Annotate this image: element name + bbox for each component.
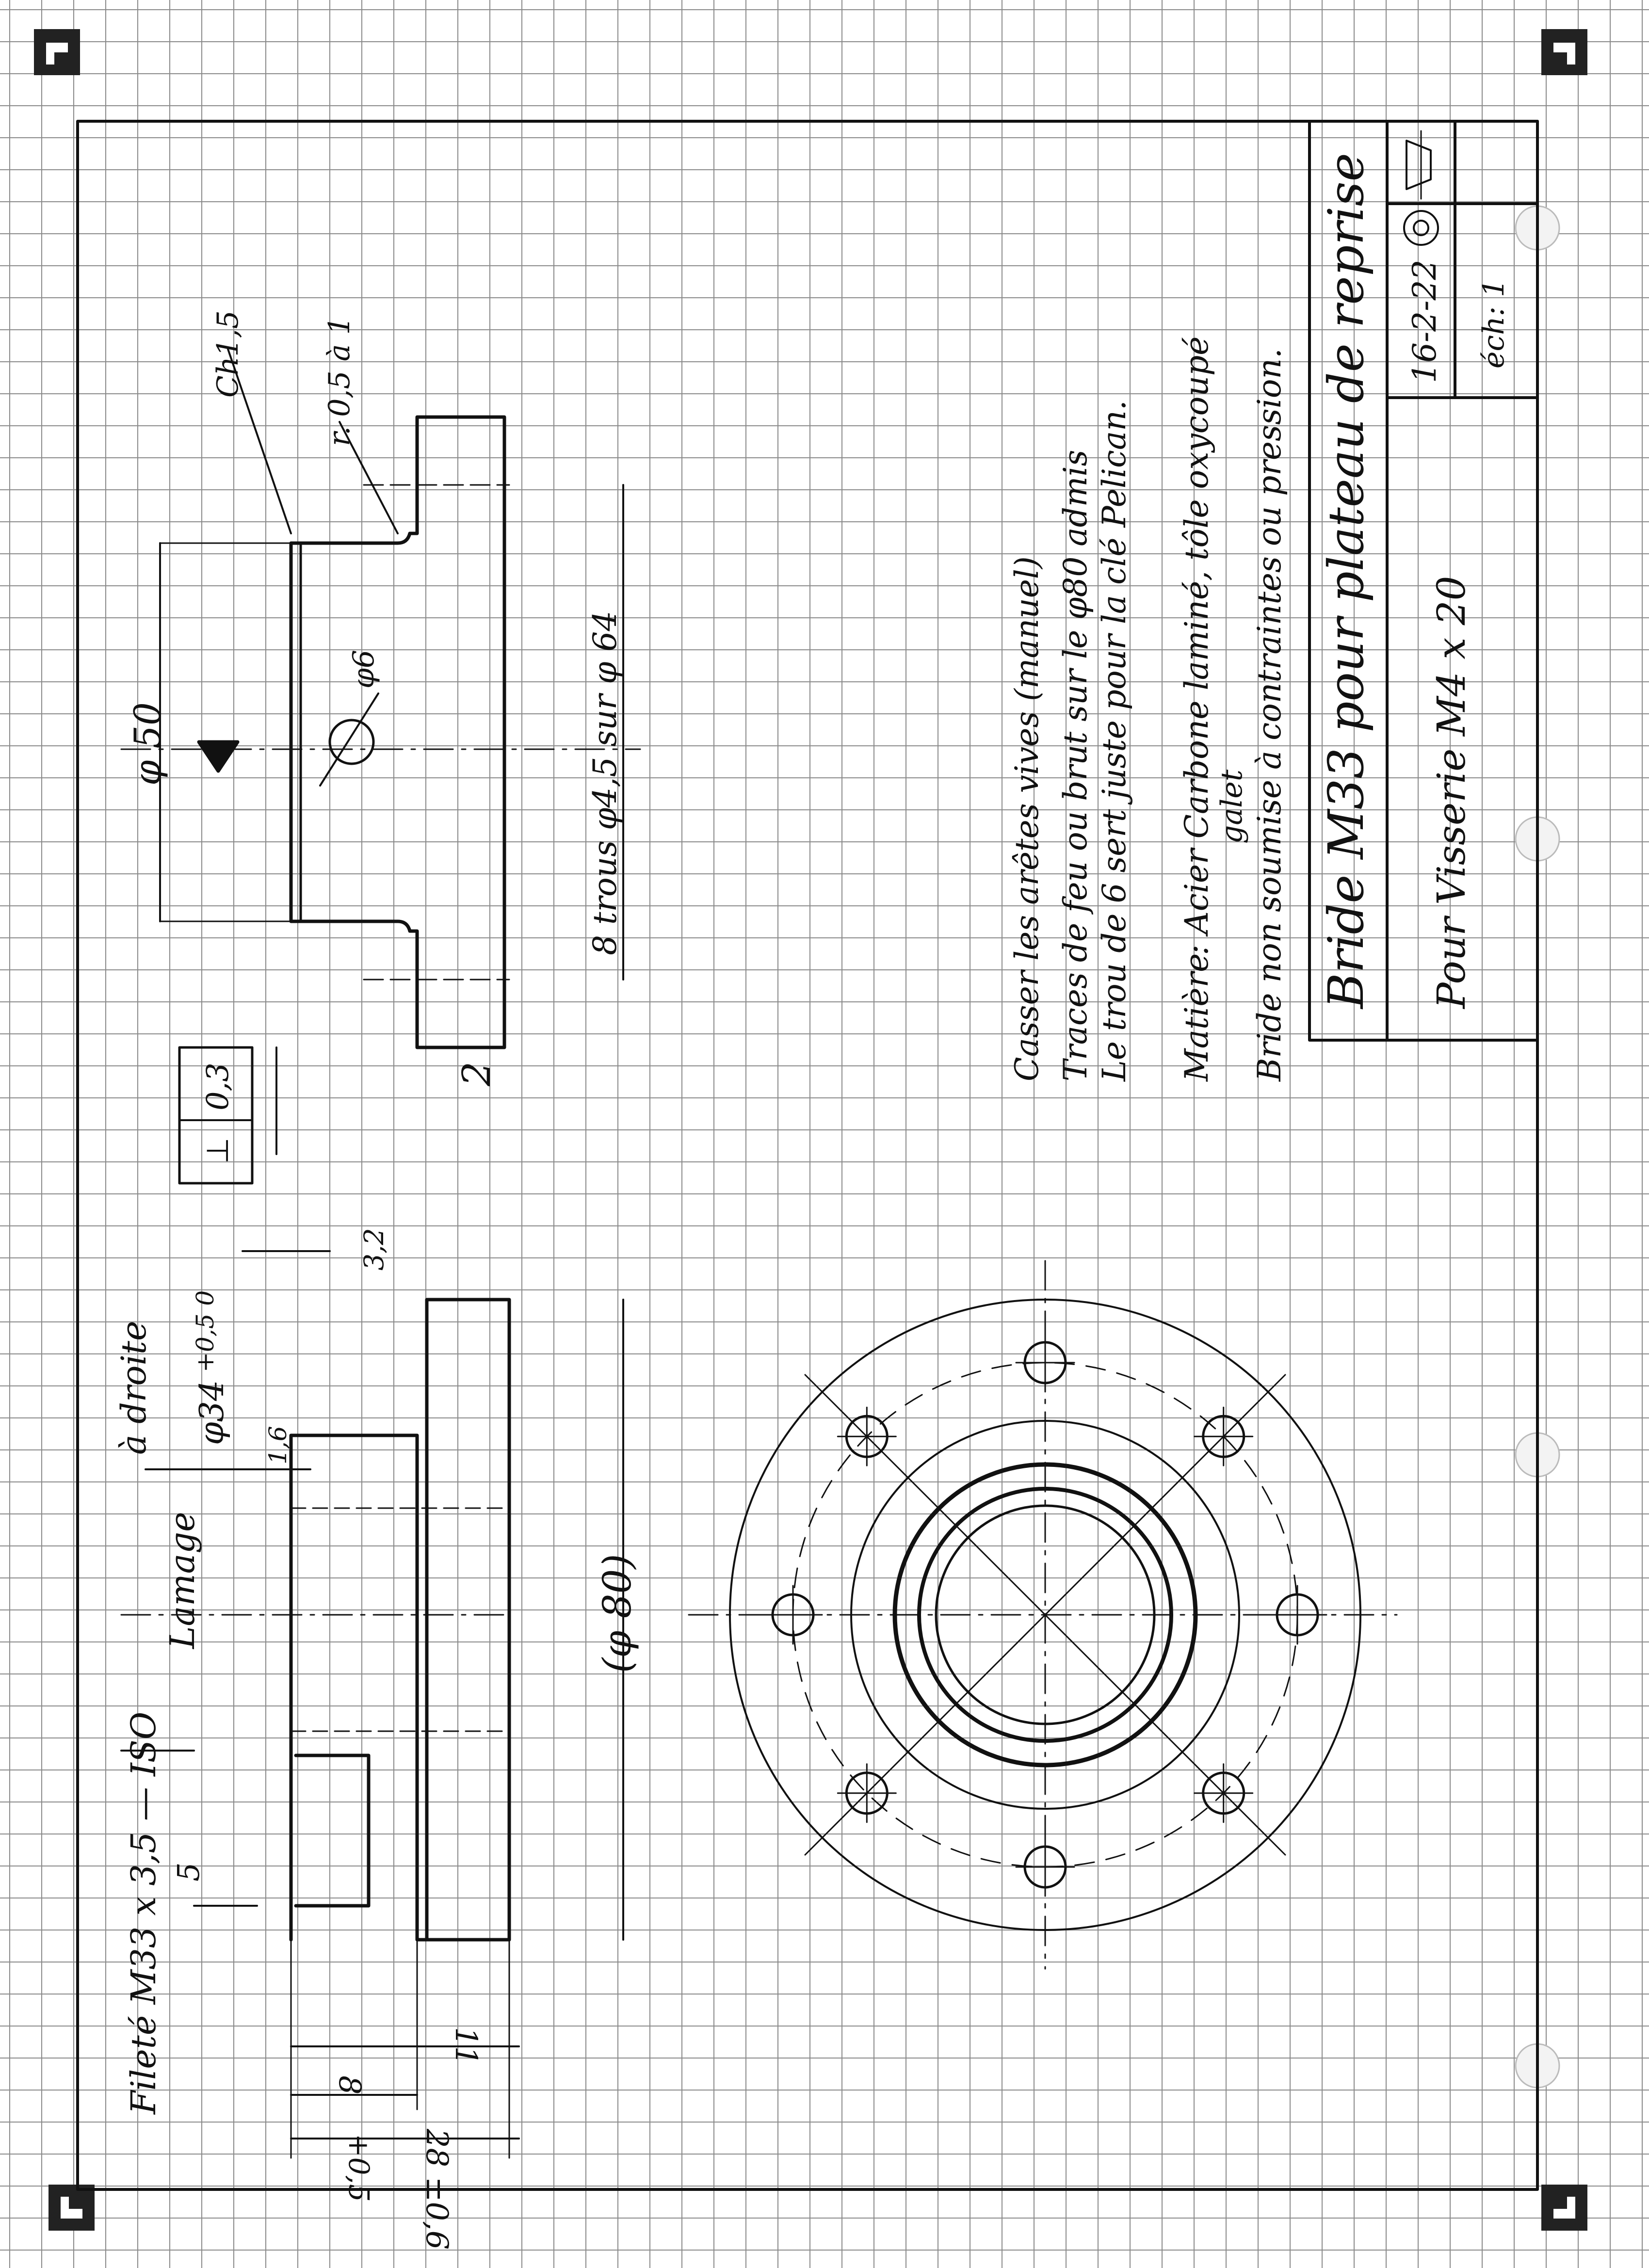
material-value: : Acier Carbone laminé, tôle oxycoupé <box>1178 336 1215 955</box>
roughness-16-label: 1,6 <box>264 1426 292 1464</box>
counterbore-tolerance-label: +0,5 0 <box>191 1290 219 1372</box>
dim-8-label: 8 <box>332 2075 368 2095</box>
corner-mark-bottom-left <box>48 2185 95 2231</box>
thickness-label: 2 <box>454 1062 499 1086</box>
holes-pattern-label: 8 trous φ4,5 sur φ 64 <box>586 611 624 955</box>
thread-label: Fileté M33 x 3,5 — ISO <box>124 1711 163 2114</box>
material-label: Matière <box>1178 953 1215 1081</box>
counterbore-label: Lamage <box>162 1512 202 1649</box>
drawing-title: Bride M33 pour plateau de reprise <box>1318 153 1374 1009</box>
drawing-scale: éch: 1 <box>1477 278 1511 369</box>
radius-label: r. 0,5 à 1 <box>323 316 356 446</box>
material-galet: galet <box>1215 770 1249 844</box>
note-line-1: Casser les arêtes vives (manuel) <box>1008 556 1046 1081</box>
thread-direction-label: à droite <box>114 1320 154 1455</box>
drawing-subtitle: Pour Visserie M4 x 20 <box>1429 576 1474 1009</box>
dim-11-label: 11 <box>449 2027 484 2065</box>
drawing-date: 16-2-22 <box>1406 259 1443 383</box>
counterbore-diameter-label: φ34 <box>193 1380 231 1445</box>
corner-mark-top-left <box>34 29 80 75</box>
perpendicularity-value: 0,3 <box>200 1062 235 1110</box>
dim-28-label: 28 ±0,6 <box>420 2129 455 2250</box>
note-line-2: Traces de feu ou brut sur le φ80 admis <box>1057 450 1094 1081</box>
diameter-80-label: (φ 80) <box>595 1554 640 1673</box>
note-line-5: Bride non soumise à contraintes ou pression. <box>1251 348 1288 1081</box>
dim-5-label: 5 <box>171 1862 206 1882</box>
hole-6-label: φ6 <box>347 649 381 689</box>
corner-mark-top-right <box>1541 29 1587 75</box>
roughness-32-label: 3,2 <box>358 1228 389 1271</box>
chamfer-label: Ch1,5 <box>211 310 245 398</box>
perpendicularity-icon: ⊥ <box>200 1137 235 1164</box>
diameter-50-label: φ 50 <box>126 702 169 786</box>
note-line-3: Le trou de 6 sert juste pour la clé Pelican. <box>1096 400 1133 1081</box>
corner-mark-bottom-right <box>1541 2185 1587 2231</box>
dim-05-label: +0,5 <box>342 2134 375 2202</box>
